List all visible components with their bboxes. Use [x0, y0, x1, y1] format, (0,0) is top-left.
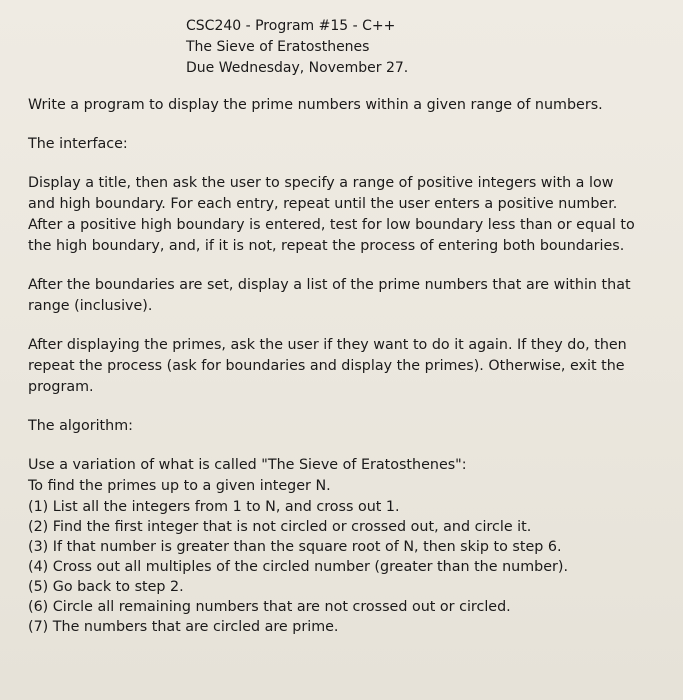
- algorithm-intro: [28, 455, 673, 497]
- paragraph-line: range (inclusive).: [28, 298, 153, 314]
- paragraph-line: After displaying the primes, ask the user if they want to do it again. If they do, then: [28, 337, 627, 353]
- algorithm-step: (2) Find the first integer that is not circled or crossed out, and circle it.: [28, 519, 532, 535]
- paragraph-line: and high boundary. For each entry, repeat until the user enters a positive number.: [28, 196, 618, 212]
- paragraph-line: After a positive high boundary is entered, test for low boundary less than or equal to: [28, 217, 635, 233]
- assignment-body: [28, 95, 673, 637]
- interface-paragraph: [28, 173, 673, 257]
- paragraph-line: After the boundaries are set, display a list of the prime numbers that are within that: [28, 277, 631, 293]
- boundaries-paragraph: [28, 275, 673, 317]
- algorithm-step: (5) Go back to step 2.: [28, 579, 184, 595]
- paragraph-line: repeat the process (ask for boundaries and display the primes). Otherwise, exit the: [28, 358, 625, 374]
- algorithm-step: (7) The numbers that are circled are prime.: [28, 619, 339, 635]
- intro-text: Write a program to display the prime numbers within a given range of numbers.: [28, 97, 603, 113]
- paragraph-line: program.: [28, 379, 94, 395]
- paragraph-line: To find the primes up to a given integer N.: [28, 478, 331, 494]
- algorithm-step: (4) Cross out all multiples of the circled number (greater than the number).: [28, 559, 568, 575]
- paragraph-line: Display a title, then ask the user to specify a range of positive integers with a low: [28, 175, 614, 191]
- paragraph-line: Use a variation of what is called "The Sieve of Eratosthenes":: [28, 457, 467, 473]
- course-line: CSC240 - Program #15 - C++: [186, 18, 396, 34]
- repeat-paragraph: [28, 335, 673, 398]
- algorithm-heading: The algorithm:: [28, 418, 133, 434]
- interface-heading: The interface:: [28, 136, 128, 152]
- assignment-header: [186, 16, 408, 79]
- algorithm-step: (1) List all the integers from 1 to N, and cross out 1.: [28, 499, 400, 515]
- paragraph-line: the high boundary, and, if it is not, repeat the process of entering both boundaries.: [28, 238, 625, 254]
- algorithm-steps: [28, 497, 673, 637]
- assignment-title: The Sieve of Eratosthenes: [186, 39, 370, 55]
- algorithm-step: (6) Circle all remaining numbers that are not crossed out or circled.: [28, 599, 511, 615]
- due-date: Due Wednesday, November 27.: [186, 60, 409, 76]
- algorithm-step: (3) If that number is greater than the square root of N, then skip to step 6.: [28, 539, 562, 555]
